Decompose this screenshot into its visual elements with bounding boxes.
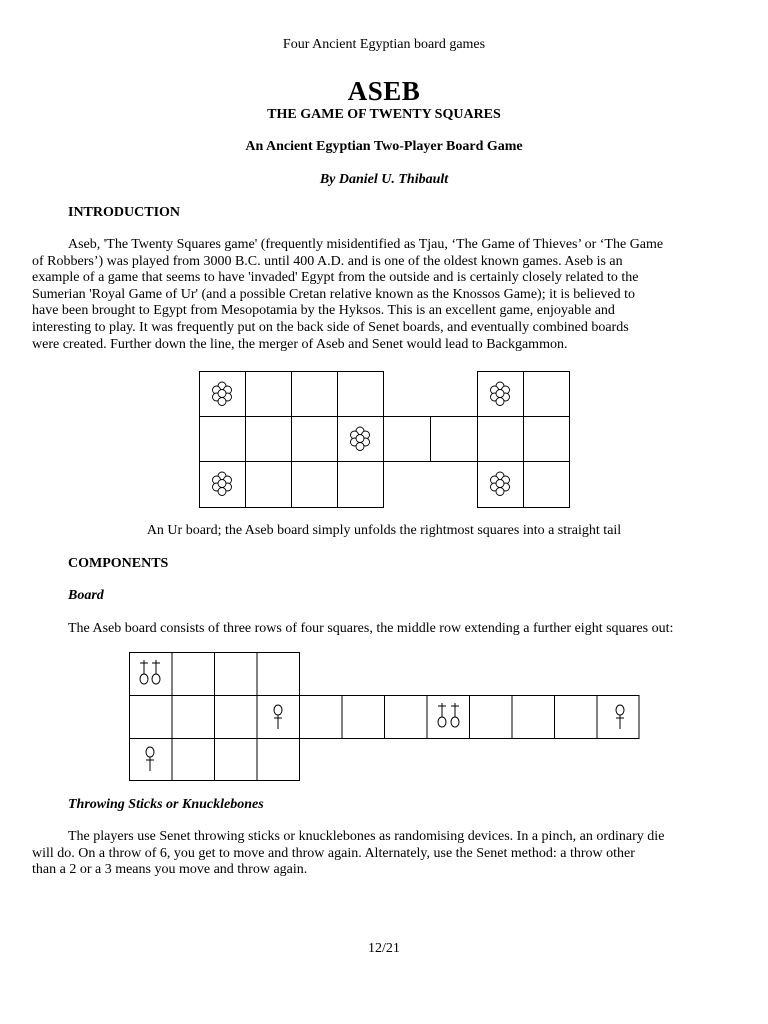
- paragraph-line: have been brought to Egypt from Mesopotamia by the Hyksos. This is an excellent game, enjoyable and: [32, 303, 615, 319]
- ur-board-caption: An Ur board; the Aseb board simply unfolds the rightmost squares into a straight tail: [146, 523, 622, 538]
- ankh-icon: [616, 705, 624, 729]
- ankh-icon: [146, 747, 154, 771]
- introduction-paragraph: [32, 237, 737, 353]
- page-number: 12/21: [368, 941, 400, 956]
- document-tagline: An Ancient Egyptian Two-Player Board Game: [245, 139, 523, 154]
- paragraph-line: interesting to play. It was frequently put on the back side of Senet boards, and eventually combined boards: [32, 319, 629, 335]
- document-title: ASEB: [347, 76, 421, 106]
- author-byline: By Daniel U. Thibault: [319, 172, 449, 187]
- inverted-ankh-icon: [451, 703, 459, 727]
- paragraph-line: The players use Senet throwing sticks or knucklebones as randomising devices. In a pinch, an ordinary die: [68, 829, 665, 844]
- paragraph-line: Aseb, 'The Twenty Squares game' (frequently misidentified as Tjau, ‘The Game of Thieves’ or ‘The Game: [68, 237, 664, 252]
- document-subtitle: THE GAME OF TWENTY SQUARES: [267, 107, 501, 122]
- ankh-icon: [274, 705, 282, 729]
- rosette-icon: [351, 427, 370, 451]
- aseb-board-grid: [130, 653, 640, 781]
- paragraph-line: The Aseb board consists of three rows of four squares, the middle row extending a further eight squares out:: [68, 621, 674, 636]
- paragraph-line: will do. On a throw of 6, you get to move and throw again. Alternately, use the Senet method: a throw other: [32, 845, 635, 861]
- rosette-icon: [491, 472, 510, 496]
- paragraph-line: were created. Further down the line, the merger of Aseb and Senet would lead to Backgammon.: [32, 336, 568, 352]
- throwing-sticks-paragraph: [32, 829, 737, 879]
- rosette-icon: [213, 472, 232, 496]
- paragraph-line: example of a game that seems to have 'invaded' Egypt from the outside and is certainly closely related to the: [32, 270, 639, 286]
- components-heading: COMPONENTS: [68, 556, 169, 571]
- introduction-heading: INTRODUCTION: [68, 205, 181, 220]
- inverted-ankh-icon: [140, 660, 148, 684]
- page-header: Four Ancient Egyptian board games: [282, 37, 486, 52]
- board-paragraph: [32, 621, 737, 638]
- paragraph-line: Sumerian 'Royal Game of Ur' (and a possible Cretan relative known as the Knossos Game); it is believed to: [32, 286, 636, 302]
- inverted-ankh-icon: [152, 660, 160, 684]
- paragraph-line: than a 2 or a 3 means you move and throw again.: [32, 862, 308, 878]
- board-heading: Board: [68, 588, 104, 603]
- throwing-sticks-heading: Throwing Sticks or Knucklebones: [68, 797, 264, 812]
- paragraph-line: of Robbers’) was played from 3000 B.C. until 400 A.D. and is one of the oldest known games. Aseb is an: [32, 253, 623, 269]
- rosette-icon: [213, 382, 232, 406]
- rosette-icon: [491, 382, 510, 406]
- inverted-ankh-icon: [438, 703, 446, 727]
- ur-board-grid: [200, 372, 570, 508]
